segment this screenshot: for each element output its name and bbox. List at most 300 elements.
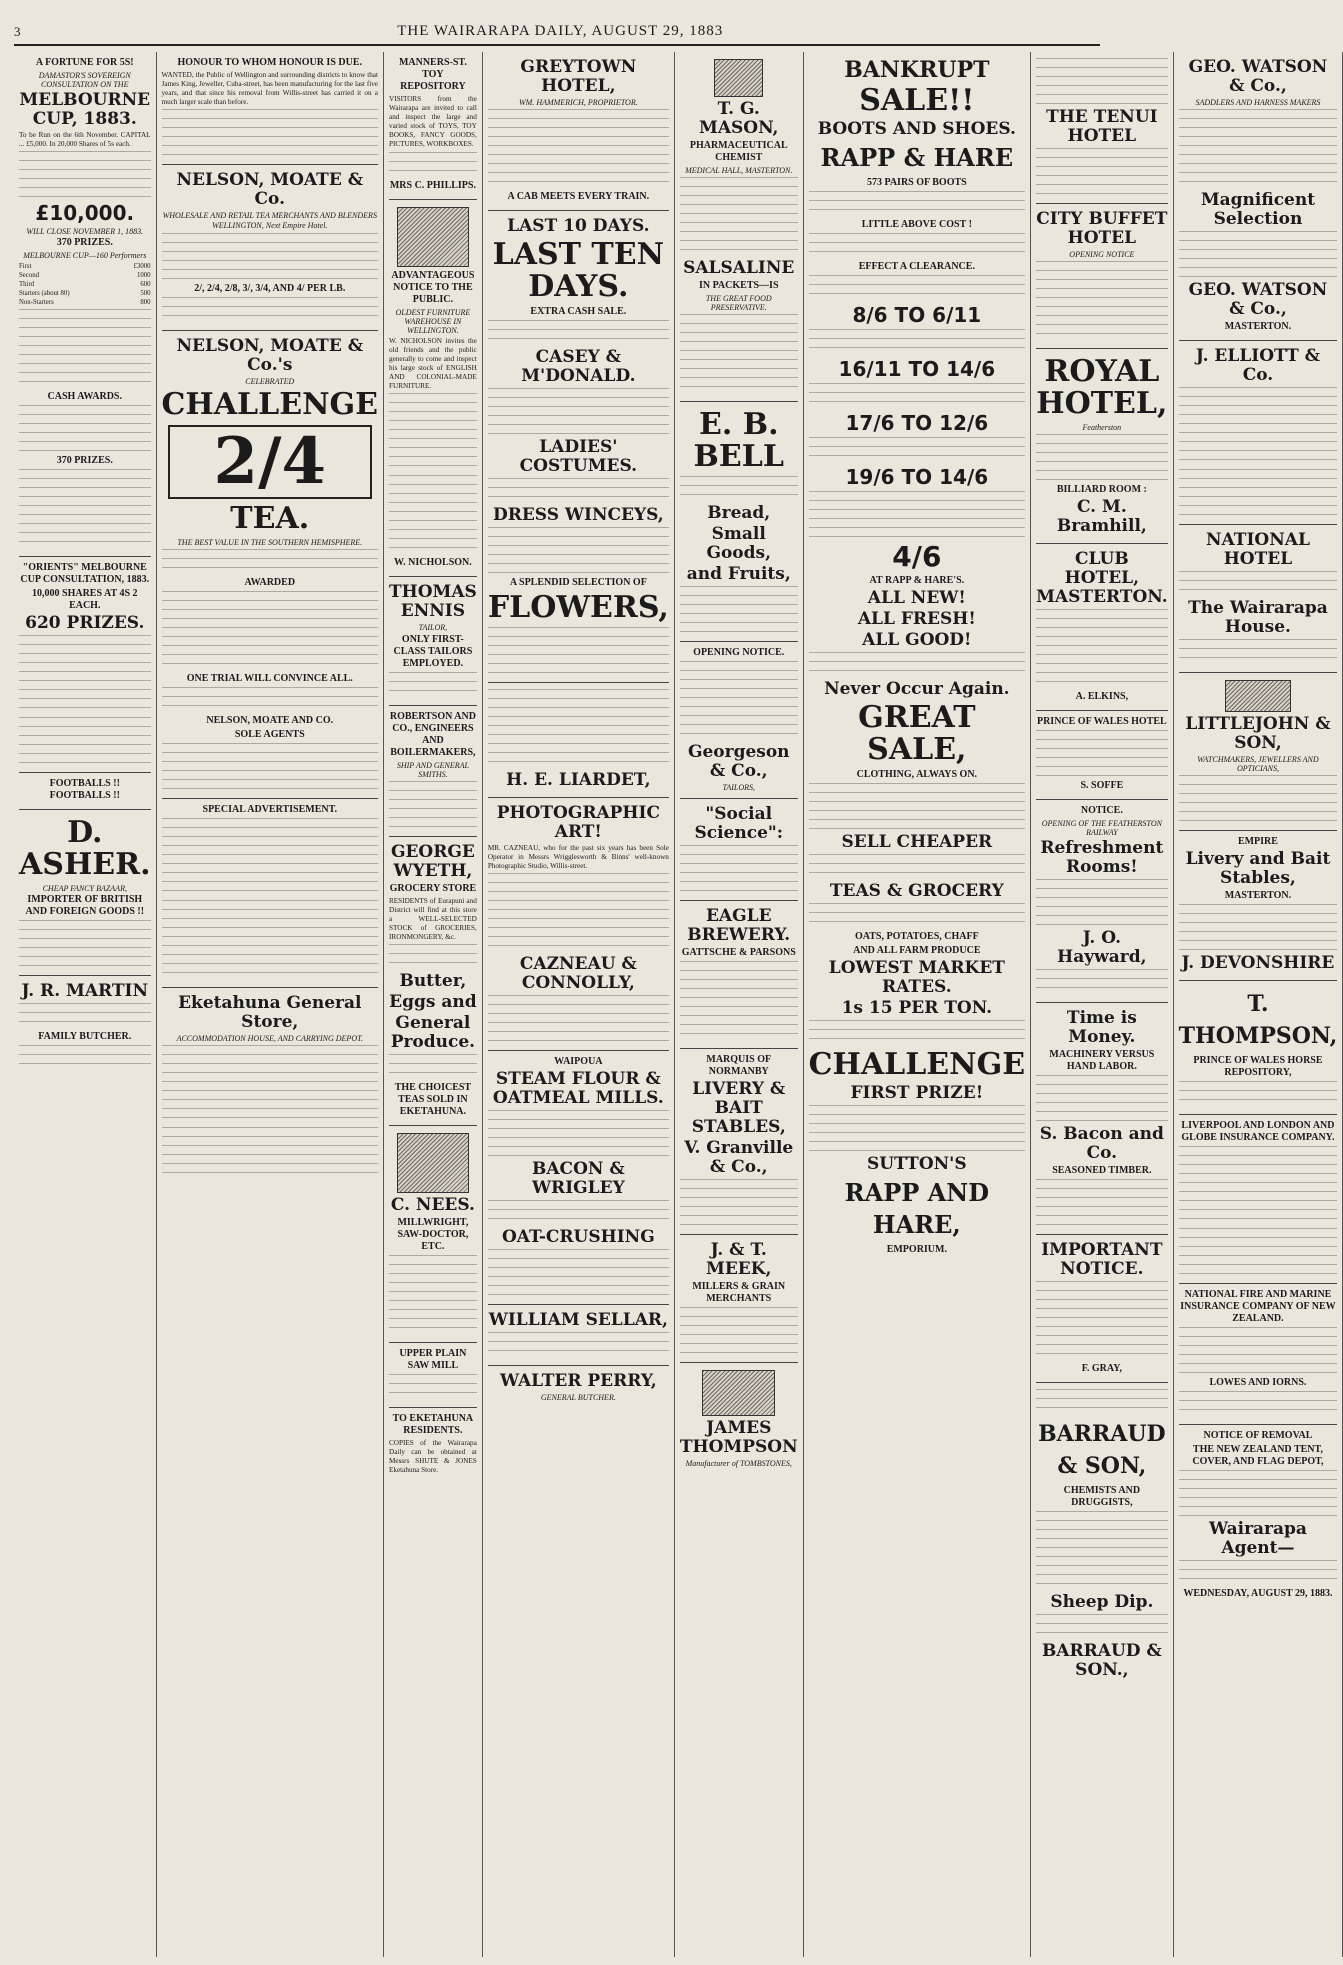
football-ad	[19, 773, 151, 810]
ad-text-block	[1179, 469, 1338, 517]
ad-text-block	[389, 152, 477, 178]
ad-signature: J. O. Hayward,	[1057, 928, 1147, 968]
packets-line: IN PACKETS—IS	[698, 280, 779, 292]
ad-title: NATIONAL HOTEL	[1206, 530, 1310, 570]
livery-ad	[680, 1049, 798, 1235]
bacon-name: BACON & WRIGLEY	[531, 1159, 625, 1199]
ad-text-block	[19, 151, 151, 199]
rapp-hare-ad	[809, 52, 1025, 1263]
ad-text-block	[488, 478, 669, 504]
ad-text-block	[809, 233, 1025, 259]
ad-body: IMPORTER OF BRITISH AND FOREIGN GOODS !!	[25, 894, 145, 918]
awarded-heading: AWARDED	[244, 576, 296, 588]
sofa-illustration	[397, 207, 469, 267]
ad-subheading: CHEMISTS AND DRUGGISTS,	[1063, 1485, 1141, 1509]
ad-text-block	[1179, 571, 1338, 597]
agents-list	[162, 743, 378, 791]
ad-text-block	[1036, 434, 1168, 482]
trial-line: ONE TRIAL WILL CONVINCE ALL.	[186, 672, 353, 684]
ad-text-block	[680, 961, 798, 1041]
brewery-ad	[680, 901, 798, 1049]
prize-label: First	[19, 262, 32, 270]
ad-subheading: WM. HAMMERICH, PROPRIETOR.	[518, 98, 638, 107]
clothing-line: CLOTHING, ALWAYS ON.	[856, 769, 978, 780]
ad-heading: EMPIRE	[1237, 836, 1278, 848]
little-above-cost: LITTLE ABOVE COST !	[861, 219, 972, 230]
club-hotel-ad	[1036, 544, 1168, 711]
barraud-ad	[1036, 1383, 1168, 1687]
liardet-ad	[488, 683, 669, 798]
ad-subheading: CHEAP FANCY BAZAAR,	[42, 884, 127, 894]
ad-signature: C. M. Bramhill,	[1056, 497, 1147, 537]
barraud-footer: BARRAUD & SON.,	[1041, 1641, 1162, 1681]
asher-ad	[19, 810, 151, 976]
table-row	[19, 298, 151, 307]
ad-heading: ADVANTAGEOUS NOTICE TO THE PUBLIC.	[391, 269, 475, 305]
ad-prices: 2/, 2/4, 2/8, 3/, 3/4, AND 4/ PER LB.	[194, 282, 346, 294]
ad-subheading: TAILORS,	[722, 783, 755, 793]
ad-subheading: GROCERY STORE	[389, 882, 477, 894]
ad-text-block	[389, 475, 477, 555]
ad-text-block	[809, 783, 1025, 831]
ad-body: RESIDENTS of Eurapuni and District will find at this store a WELL-SELECTED STOCK of GROCERIES, IRONMONGERY, &c.	[389, 896, 477, 942]
ad-text-block	[389, 1374, 477, 1400]
ad-text-block	[680, 661, 798, 741]
prizes-body-2	[19, 469, 151, 549]
ad-close-note: WILL CLOSE NOVEMBER 1, 1883.	[26, 227, 144, 237]
ad-title: WILLIAM SELLAR,	[488, 1310, 668, 1331]
ad-text-block	[1036, 1614, 1168, 1640]
ad-heading: HONOUR TO WHOM HONOUR IS DUE.	[177, 57, 362, 68]
challenge-title: CHALLENGE	[161, 386, 378, 422]
at-rapp-hare: AT RAPP & HARE'S.	[869, 575, 965, 586]
all-new: ALL NEW!	[867, 588, 966, 608]
ad-text-block	[389, 672, 477, 698]
bacon-name: S. Bacon and Co.	[1039, 1124, 1164, 1164]
column-5	[675, 52, 804, 1957]
devonshire-name: J. DEVONSHIRE	[1181, 953, 1335, 974]
ad-text-block	[809, 329, 1025, 355]
ad-signature: MRS C. PHILLIPS.	[389, 179, 476, 191]
ad-signature: F. GRAY,	[1081, 1363, 1123, 1375]
ad-text-block	[680, 177, 798, 257]
ad-title: J. ELLIOTT & Co.	[1195, 346, 1321, 386]
ad-text-block	[488, 1249, 669, 1297]
ad-heading: MANNERS-ST. TOY REPOSITORY	[398, 57, 467, 92]
ad-subheading: DAMASTOR'S SOVEREIGN CONSULTATION ON THE	[38, 71, 131, 90]
ad-subheading: WHOLESALE AND RETAIL TEA MERCHANTS AND BLENDERS	[162, 211, 377, 221]
ad-title: GEORGE WYETH,	[390, 841, 475, 881]
pairs-line: 573 PAIRS OF BOOTS	[866, 177, 967, 188]
ad-subheading: WATCHMAKERS, JEWELLERS AND OPTICIANS,	[1197, 755, 1319, 774]
ad-text-block	[1036, 261, 1168, 341]
ad-title: JAMES THOMPSON	[679, 1418, 798, 1458]
ad-title: Refreshment Rooms!	[1040, 838, 1164, 878]
ad-title: EAGLE BREWERY.	[687, 906, 791, 946]
ad-heading: ROBERTSON AND CO., ENGINEERS AND BOILERMAKERS,	[389, 710, 476, 758]
ad-body: To be Run on the 6th November. CAPITAL ... £5,000. In 20,000 Shares of 5s each.	[19, 131, 151, 149]
ad-title: PHOTOGRAPHIC ART!	[496, 803, 660, 843]
ad-text-block	[1179, 1228, 1338, 1276]
flowers-heading: A SPLENDID SELECTION OF	[509, 577, 647, 589]
ad-title: Georgeson & Co.,	[687, 742, 790, 782]
ad-title: LIVERY & BAIT STABLES,	[691, 1079, 786, 1138]
casey-ad	[488, 211, 669, 683]
all-good: ALL GOOD!	[862, 630, 972, 650]
littlejohn-ad	[1179, 673, 1338, 831]
sawmill-ad	[389, 1343, 477, 1408]
flowers-title: FLOWERS,	[487, 590, 669, 626]
ad-text-block	[1179, 1391, 1338, 1417]
food-line: THE GREAT FOOD PRESERVATIVE.	[705, 294, 772, 313]
farm-produce-line: AND ALL FARM PRODUCE	[853, 945, 981, 956]
lowest-rates: LOWEST MARKET RATES.	[828, 958, 1005, 997]
wairarapa-house: The Wairarapa House.	[1188, 598, 1328, 638]
clock-illustration	[1225, 680, 1290, 712]
eggs-line: Eggs and	[389, 992, 477, 1013]
ad-text-block	[19, 1045, 151, 1071]
sheep-dip: Sheep Dip.	[1050, 1592, 1154, 1613]
ad-text-block	[488, 1110, 669, 1158]
ad-title: NELSON, MOATE & Co.	[176, 170, 364, 210]
ad-subheading: GENERAL BUTCHER.	[540, 1393, 616, 1403]
ad-subheading: PHARMACEUTICAL CHEMIST	[689, 140, 788, 163]
crest-illustration	[714, 59, 763, 97]
eketahuna-ad	[162, 988, 378, 1182]
buffet-ad	[1036, 204, 1168, 349]
robertson-ad	[389, 706, 477, 837]
ad-address: MEDICAL HALL, MASTERTON.	[685, 166, 793, 175]
prize-value: 1000	[136, 271, 151, 279]
ad-heading: OPENING NOTICE.	[693, 647, 785, 659]
bread-line: Bread,	[707, 503, 771, 524]
column-3	[384, 52, 483, 1957]
produce-line: General Produce.	[390, 1013, 476, 1053]
ad-text-block	[19, 920, 151, 968]
ad-text-block	[809, 191, 1025, 217]
prizes-heading-2: 370 PRIZES.	[56, 455, 113, 467]
ad-text-block	[1036, 148, 1168, 196]
prize-label: Third	[19, 280, 35, 288]
refreshment-ad	[1036, 800, 1168, 1003]
ad-text-block	[809, 383, 1025, 409]
special-ad	[162, 799, 378, 988]
ad-text-block	[680, 1307, 798, 1355]
challenge-title: CHALLENGE	[808, 1047, 1026, 1082]
oat-crushing: OAT-CRUSHING	[501, 1227, 655, 1248]
ad-text-block	[1036, 609, 1168, 689]
magnificent-selection: Magnificent Selection	[1200, 190, 1316, 230]
prize-label: Non-Starters	[19, 298, 54, 306]
small-goods-line: Small Goods,	[706, 524, 772, 564]
ad-text-block	[1036, 1389, 1168, 1415]
ad-heading: SPECIAL ADVERTISEMENT.	[202, 803, 338, 815]
price-reduction-2: 16/11 TO 14/6	[838, 357, 996, 381]
ad-text-block	[1179, 1327, 1338, 1375]
ad-text-block	[488, 109, 669, 189]
ad-heading: "ORIENTS" MELBOURNE CUP CONSULTATION, 1883.	[20, 562, 150, 586]
ad-heading: WAIPOUA	[554, 1056, 603, 1068]
ad-title: Livery and Bait Stables,	[1185, 849, 1331, 889]
prize-value: 600	[140, 280, 151, 288]
dress-winceys: DRESS WINCEYS,	[492, 505, 664, 526]
sale-title: SALE!!	[859, 83, 975, 118]
ad-text-block	[1036, 1179, 1168, 1227]
ad-title: BARRAUD & SON,	[1038, 1421, 1166, 1480]
mason-ad	[680, 52, 798, 402]
ad-title: GEO. WATSON & Co.,	[1188, 57, 1328, 96]
prizes-subheading: MELBOURNE CUP—160 Performers	[23, 251, 147, 261]
nees-ad	[389, 1126, 477, 1343]
ad-title-large: LAST TEN DAYS.	[492, 237, 665, 305]
ad-subheading: MILLWRIGHT, SAW-DOCTOR, ETC.	[397, 1217, 469, 1253]
ad-text-block	[389, 1054, 477, 1080]
prize-label: Starters (about 80)	[19, 289, 70, 297]
footer-date: WEDNESDAY, AUGUST 29, 1883.	[1183, 1588, 1333, 1600]
ad-text-block	[488, 995, 669, 1043]
ad-text-block	[19, 717, 151, 765]
ad-text-block	[1179, 1470, 1338, 1518]
ad-text-block	[809, 275, 1025, 301]
lowes-name: LOWES AND IORNS.	[1209, 1377, 1307, 1389]
ad-text-block	[680, 476, 798, 502]
ad-text-block	[809, 854, 1025, 880]
granville-name: V. Granville & Co.,	[684, 1138, 794, 1178]
ad-subheading: GATTSCHE & PARSONS	[681, 947, 796, 959]
bacon-timber-ad	[1036, 1003, 1168, 1235]
ad-title: C. NEES.	[390, 1195, 475, 1216]
ad-text-block	[809, 491, 1025, 539]
ad-heading: A FORTUNE FOR 5S!	[35, 57, 134, 68]
cash-awards-block	[19, 405, 151, 453]
ad-text-block	[1179, 1081, 1338, 1107]
ad-title: MELBOURNE CUP, 1883.	[19, 90, 151, 130]
ad-text-block	[809, 437, 1025, 463]
ad-text-block	[162, 549, 378, 575]
ad-title: Eketahuna General Store,	[178, 992, 362, 1032]
ad-heading: UPPER PLAIN SAW MILL	[399, 1348, 467, 1372]
ad-text-block	[488, 1200, 669, 1226]
page-number: 3	[14, 24, 21, 39]
timber-line: SEASONED TIMBER.	[1052, 1165, 1152, 1177]
butter-line: Butter,	[399, 971, 467, 992]
ad-text-block	[680, 1179, 798, 1227]
tenui-ad	[1036, 52, 1168, 204]
teas-grocery: TEAS & GROCERY	[829, 881, 1004, 901]
sole-agents-heading: SOLE AGENTS	[234, 728, 305, 740]
ad-text-block	[19, 1003, 151, 1029]
thompson-repository-ad	[1179, 981, 1338, 1115]
ad-text-block	[1036, 969, 1168, 995]
ad-title: THOMAS ENNIS	[389, 582, 477, 622]
ad-text-block	[389, 393, 477, 473]
ad-signature: S. SOFFE	[1080, 780, 1124, 792]
ad-subheading: OLDEST FURNITURE WAREHOUSE IN WELLINGTON.	[395, 307, 471, 335]
ad-subheading: MILLERS & GRAIN MERCHANTS	[692, 1281, 786, 1305]
salsaline-title: SALSALINE	[683, 258, 795, 279]
great-sale: GREAT SALE,	[858, 700, 976, 767]
georgeson-ad	[680, 642, 798, 799]
price-reduction-4: 19/6 TO 14/6	[845, 465, 989, 489]
ad-title: STEAM FLOUR & OATMEAL MILLS.	[492, 1069, 664, 1109]
ad-heading: MARQUIS OF NORMANBY	[706, 1054, 772, 1078]
insurance-ad	[1179, 1115, 1338, 1284]
ad-title: H. E. LIARDET,	[506, 770, 651, 791]
elliott-ad	[1179, 341, 1338, 525]
never-occur: Never Occur Again.	[824, 679, 1010, 699]
ad-text-block	[162, 900, 378, 980]
prince-wales-ad	[1036, 711, 1168, 800]
ad-title: J. & T. MEEK,	[706, 1240, 772, 1280]
column-1	[14, 52, 157, 1957]
nelson-moate-name: NELSON, MOATE AND CO.	[206, 714, 334, 726]
ad-text-block	[1179, 387, 1338, 467]
cash-awards-heading: CASH AWARDS.	[47, 391, 122, 403]
ad-heading: NOTICE OF REMOVAL	[1203, 1430, 1313, 1442]
ad-text-block	[162, 818, 378, 898]
boots-title: BOOTS AND SHOES.	[817, 119, 1016, 139]
wyeth-ad	[389, 837, 477, 1126]
ad-text-block	[1036, 730, 1168, 778]
ad-title: WALTER PERRY,	[499, 1371, 657, 1392]
table-row	[19, 262, 151, 271]
ad-text-block	[1179, 1560, 1338, 1586]
table-row	[19, 289, 151, 298]
ad-body: VISITORS from the Wairarapa are invited to call and inspect the large and varied stock of TOYS, TOY BOOKS, FANCY GOODS, PICTURES, WORKBOXES.	[389, 95, 477, 149]
casey-name: CASEY & M'DONALD.	[521, 347, 636, 387]
perry-ad	[488, 1366, 669, 1408]
ad-title: 620 PRIZES.	[25, 613, 145, 634]
prize-value: £3000	[133, 262, 151, 270]
price-reduction-1: 8/6 TO 6/11	[852, 303, 982, 327]
ad-prize: £10,000.	[35, 201, 135, 226]
ad-subheading: CELEBRATED	[245, 376, 295, 386]
tent-depot-ad	[1179, 1425, 1338, 1607]
oats-line: OATS, POTATOES, CHAFF	[854, 931, 979, 942]
orients-ad	[19, 557, 151, 773]
ad-title: T. THOMPSON,	[1178, 991, 1338, 1050]
ad-title: "Social Science":	[694, 804, 784, 844]
ad-text-block	[809, 1105, 1025, 1153]
cazneau-name: CAZNEAU & CONNOLLY,	[519, 954, 637, 994]
ad-subheading: SHIP AND GENERAL SMITHS.	[396, 760, 469, 779]
tombstone-illustration	[702, 1370, 775, 1416]
ad-subheading: Featherston	[1082, 423, 1122, 433]
table-row	[19, 280, 151, 289]
prize-list-block	[19, 309, 151, 389]
ad-text-block	[488, 873, 669, 953]
national-hotel-ad	[1179, 525, 1338, 673]
price-reduction-5: 4/6	[892, 540, 942, 573]
sawmill-illustration	[397, 1133, 469, 1193]
bell-ad	[680, 402, 798, 642]
price-reduction-3: 17/6 TO 12/6	[845, 411, 989, 435]
cash-sale-line: EXTRA CASH SALE.	[530, 306, 627, 318]
ad-text-block	[1179, 775, 1338, 823]
ad-text-block	[488, 627, 669, 675]
greytown-ad	[488, 52, 669, 211]
ad-title: ROYAL HOTEL,	[1036, 354, 1168, 422]
ad-subheading: FAMILY BUTCHER.	[38, 1031, 132, 1043]
ad-body: COPIES of the Wairarapa Daily can be obtained at Messrs SHUTE & JONES Eketahuna Store.	[389, 1439, 477, 1475]
ad-text-block	[488, 527, 669, 575]
martin-ad	[19, 976, 151, 1078]
sell-cheaper: SELL CHEAPER	[841, 832, 993, 852]
sellar-ad	[488, 1305, 669, 1366]
ad-text-block	[1179, 639, 1338, 665]
ad-text-block	[1179, 1146, 1338, 1226]
rapp-hare-name: RAPP & HARE	[820, 143, 1014, 172]
ad-text-block	[488, 1332, 669, 1358]
watson-footer: GEO. WATSON & Co.,	[1188, 280, 1328, 320]
prizes-heading: 370 PRIZES.	[56, 237, 113, 249]
honour-ad	[162, 52, 378, 165]
ad-text-block	[1179, 109, 1338, 189]
ad-subheading: SADDLERS AND HARNESS MAKERS	[1195, 98, 1321, 107]
first-prize: FIRST PRIZE!	[850, 1083, 984, 1103]
ad-text-block	[488, 689, 669, 769]
ad-text-block	[809, 652, 1025, 678]
ad-text-block	[1036, 1511, 1168, 1591]
ad-subheading: 10,000 SHARES AT 4S 2 EACH.	[32, 588, 138, 612]
ad-subheading: ACCOMMODATION HOUSE, AND CARRYING DEPOT.	[176, 1033, 363, 1043]
consultation-ad	[19, 52, 151, 557]
ad-text-block	[389, 944, 477, 970]
ad-signature: A. ELKINS,	[1075, 691, 1129, 703]
ad-text-block	[680, 586, 798, 634]
ad-text-block	[162, 233, 378, 281]
ad-body: WANTED, the Public of Wellington and surrounding districts to know that James King, Jeweller, Cuba-street, has been manufacturing for the last five years, and that since his removal from Willis-street has carried it on a much larger scale than before.	[161, 71, 378, 107]
newspaper-title: THE WAIRARAPA DAILY, AUGUST 29, 1883	[397, 23, 724, 39]
ad-subheading: OPENING OF THE FEATHERSTON RAILWAY	[1041, 819, 1162, 838]
emporium: EMPORIUM.	[886, 1244, 947, 1255]
column-8	[1174, 52, 1343, 1957]
per-ton-line: 1s 15 PER TON.	[841, 998, 993, 1018]
effect-clearance: EFFECT A CLEARANCE.	[858, 261, 975, 272]
social-science-ad	[680, 799, 798, 901]
column-2	[157, 52, 384, 1957]
ad-subheading: TAILOR,	[418, 623, 448, 633]
ad-tagline: THE BEST VALUE IN THE SOUTHERN HEMISPHERE.	[177, 537, 363, 547]
ad-text-block	[162, 1045, 378, 1125]
column-4	[483, 52, 675, 1957]
ad-text-block	[1179, 904, 1338, 952]
ad-heading: NOTICE.	[1080, 805, 1123, 817]
ad-text-block	[162, 297, 378, 323]
ad-title: J. R. MARTIN	[21, 981, 149, 1002]
thompson-ad	[680, 1363, 798, 1474]
ad-text-block	[389, 1255, 477, 1335]
ad-subheading: Manufacturer of TOMBSTONES,	[685, 1459, 792, 1469]
ad-heading: LIVERPOOL AND LONDON AND GLOBE INSURANCE COMPANY.	[1181, 1120, 1335, 1144]
ad-heading: TO EKETAHUNA RESIDENTS.	[392, 1413, 474, 1437]
prize-value: 800	[140, 298, 151, 306]
ad-subheading: MACHINERY VERSUS HAND LABOR.	[1049, 1049, 1155, 1073]
wairarapa-agent: Wairarapa Agent—	[1208, 1519, 1307, 1559]
ad-text-block	[1036, 58, 1168, 106]
column-7	[1031, 52, 1174, 1957]
ad-text-block	[1036, 1075, 1168, 1123]
ad-text-block	[680, 314, 798, 394]
ad-body: MR. CAZNEAU, who for the past six years has been Sole Operator in Messrs Wrigglesworth & Binns' well-known Photographic Studio, Willis-street.	[487, 844, 669, 871]
ad-title: PRINCE OF WALES HOTEL	[1036, 716, 1167, 728]
empire-stables-ad	[1179, 831, 1338, 981]
watson-ad	[1179, 52, 1338, 341]
tea-title: TEA.	[230, 500, 310, 536]
ad-title: CLUB HOTEL, MASTERTON.	[1036, 549, 1168, 608]
ad-text-block	[389, 781, 477, 829]
all-fresh: ALL FRESH!	[857, 609, 976, 629]
